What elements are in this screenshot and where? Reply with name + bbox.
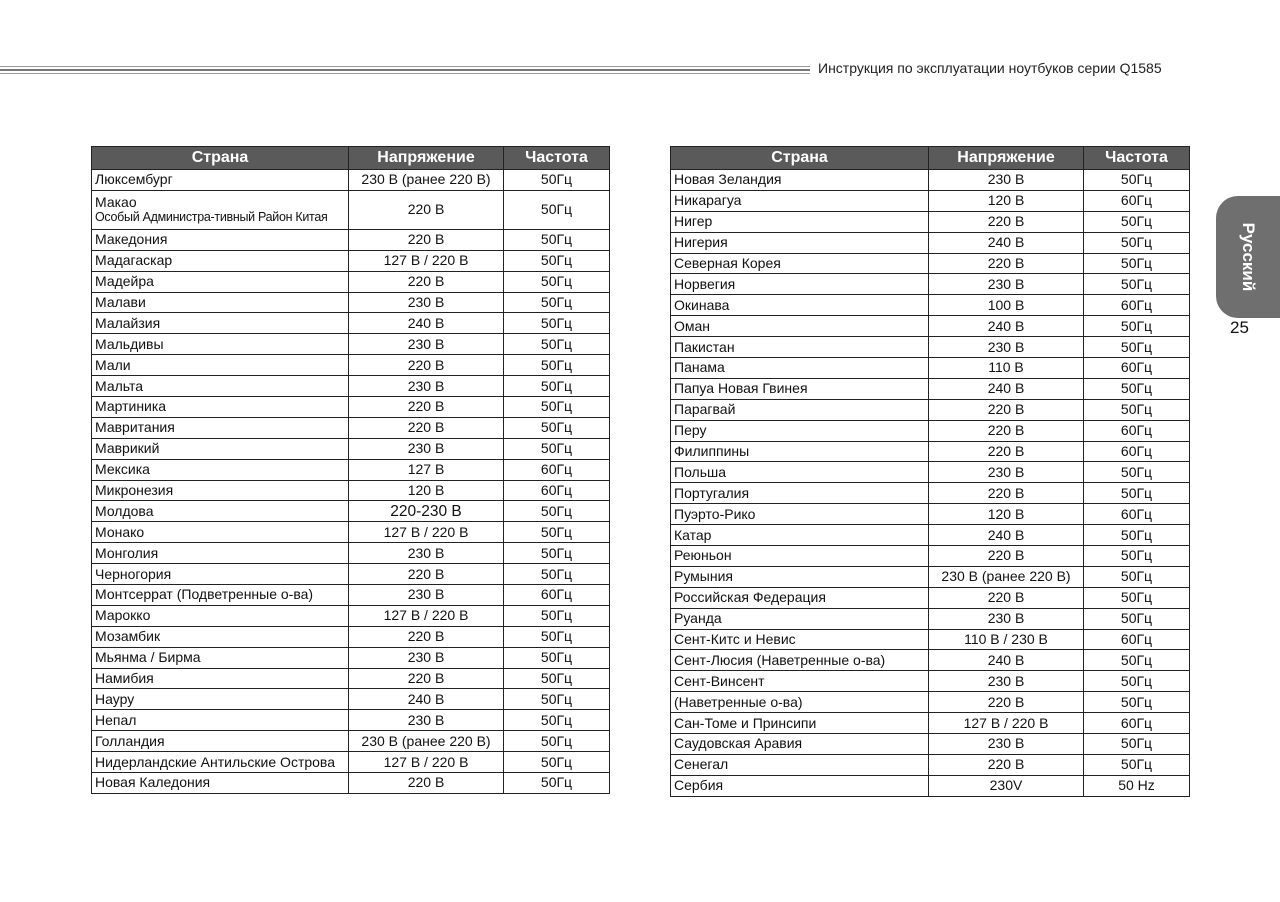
table-row bbox=[92, 689, 610, 710]
table-row bbox=[671, 462, 1190, 483]
voltage-cell: 230 В bbox=[349, 292, 504, 313]
voltage-cell: 220 В bbox=[929, 441, 1084, 462]
frequency-cell: 50Гц bbox=[1084, 587, 1190, 608]
frequency-cell: 60Гц bbox=[504, 459, 610, 480]
frequency-cell: 50Гц bbox=[504, 229, 610, 250]
table-row bbox=[671, 713, 1190, 734]
frequency-cell: 50Гц bbox=[1084, 754, 1190, 775]
country-cell: Монголия bbox=[92, 543, 349, 564]
voltage-cell: 230 В bbox=[929, 170, 1084, 191]
voltage-cell: 220 В bbox=[929, 420, 1084, 441]
voltage-cell: 127 В / 220 В bbox=[349, 752, 504, 773]
table-row bbox=[92, 647, 610, 668]
country-subtitle: Особый Администра-тивный Район Китая bbox=[95, 209, 328, 224]
frequency-cell: 50Гц bbox=[504, 271, 610, 292]
frequency-cell: 60Гц bbox=[504, 480, 610, 501]
country-cell: Пакистан bbox=[671, 337, 929, 358]
voltage-table-right bbox=[670, 146, 1190, 797]
country-cell: Черногория bbox=[92, 564, 349, 585]
page-number: 25 bbox=[1230, 318, 1249, 337]
country-cell: Польша bbox=[671, 462, 929, 483]
table-row bbox=[92, 376, 610, 397]
frequency-cell: 60Гц bbox=[1084, 713, 1190, 734]
frequency-cell: 50Гц bbox=[504, 626, 610, 647]
frequency-cell: 50Гц bbox=[1084, 211, 1190, 232]
table-row bbox=[671, 504, 1190, 525]
voltage-cell: 220 В bbox=[929, 587, 1084, 608]
language-label: Русский bbox=[1239, 222, 1258, 292]
voltage-cell: 240 В bbox=[929, 525, 1084, 546]
frequency-cell: 50Гц bbox=[504, 647, 610, 668]
table-row bbox=[671, 232, 1190, 253]
voltage-cell: 220 В bbox=[349, 564, 504, 585]
table-row bbox=[671, 378, 1190, 399]
table-row bbox=[671, 587, 1190, 608]
country-cell: Нигерия bbox=[671, 232, 929, 253]
country-cell: Науру bbox=[92, 689, 349, 710]
voltage-cell: 240 В bbox=[929, 650, 1084, 671]
voltage-cell: 240 В bbox=[349, 689, 504, 710]
table-row bbox=[92, 334, 610, 355]
country-cell: Мартиника bbox=[92, 397, 349, 418]
voltage-cell: 230V bbox=[929, 775, 1084, 796]
frequency-cell: 50Гц bbox=[504, 190, 610, 229]
country-cell: Мальта bbox=[92, 376, 349, 397]
table-row bbox=[671, 671, 1190, 692]
country-cell: Филиппины bbox=[671, 441, 929, 462]
voltage-cell: 127 В / 220 В bbox=[349, 605, 504, 626]
frequency-cell: 50Гц bbox=[1084, 566, 1190, 587]
frequency-cell: 50Гц bbox=[1084, 378, 1190, 399]
table-row bbox=[671, 483, 1190, 504]
country-cell: Мадагаскар bbox=[92, 250, 349, 271]
country-cell: Молдова bbox=[92, 501, 349, 522]
table-row bbox=[671, 399, 1190, 420]
table-row bbox=[671, 358, 1190, 379]
country-cell: Мавритания bbox=[92, 417, 349, 438]
frequency-cell: 60Гц bbox=[1084, 504, 1190, 525]
country-cell: Португалия bbox=[671, 483, 929, 504]
frequency-cell: 50Гц bbox=[1084, 274, 1190, 295]
voltage-cell: 220-230 В bbox=[349, 501, 504, 522]
frequency-cell: 60Гц bbox=[1084, 190, 1190, 211]
table-row bbox=[92, 668, 610, 689]
voltage-cell: 230 В bbox=[929, 608, 1084, 629]
voltage-cell: 110 В / 230 В bbox=[929, 629, 1084, 650]
table-row bbox=[92, 397, 610, 418]
voltage-cell: 120 В bbox=[349, 480, 504, 501]
table-row bbox=[92, 313, 610, 334]
frequency-cell: 50Гц bbox=[1084, 692, 1190, 713]
frequency-cell: 50Гц bbox=[1084, 253, 1190, 274]
frequency-cell: 50Гц bbox=[504, 752, 610, 773]
country-cell: Малайзия bbox=[92, 313, 349, 334]
country-cell: Парагвай bbox=[671, 399, 929, 420]
voltage-cell: 230 В bbox=[349, 710, 504, 731]
country-cell: Пуэрто-Рико bbox=[671, 504, 929, 525]
country-cell: Нидерландские Антильские Острова bbox=[92, 752, 349, 773]
frequency-cell: 60Гц bbox=[1084, 441, 1190, 462]
voltage-cell: 240 В bbox=[929, 316, 1084, 337]
table-row bbox=[92, 626, 610, 647]
table-row bbox=[92, 773, 610, 794]
country-cell: Марокко bbox=[92, 605, 349, 626]
table-row bbox=[92, 459, 610, 480]
voltage-cell: 220 В bbox=[349, 355, 504, 376]
voltage-cell: 120 В bbox=[929, 504, 1084, 525]
table-row bbox=[671, 420, 1190, 441]
country-cell: Сенегал bbox=[671, 754, 929, 775]
voltage-cell: 220 В bbox=[349, 626, 504, 647]
country-cell: Мьянма / Бирма bbox=[92, 647, 349, 668]
table-row bbox=[671, 253, 1190, 274]
voltage-cell: 230 В bbox=[929, 274, 1084, 295]
frequency-cell: 50Гц bbox=[504, 543, 610, 564]
table-row bbox=[92, 605, 610, 626]
table-row bbox=[92, 585, 610, 606]
column-header-country: Страна bbox=[92, 147, 349, 170]
header-rule bbox=[0, 66, 810, 74]
country-cell: Намибия bbox=[92, 668, 349, 689]
frequency-cell: 50Гц bbox=[1084, 170, 1190, 191]
voltage-cell: 240 В bbox=[929, 378, 1084, 399]
frequency-cell: 50Гц bbox=[1084, 316, 1190, 337]
voltage-cell: 230 В bbox=[349, 376, 504, 397]
frequency-cell: 50Гц bbox=[1084, 546, 1190, 567]
frequency-cell: 50Гц bbox=[1084, 337, 1190, 358]
voltage-cell: 230 В bbox=[349, 585, 504, 606]
frequency-cell: 50Гц bbox=[1084, 399, 1190, 420]
frequency-cell: 50Гц bbox=[504, 313, 610, 334]
column-header-frequency: Частота bbox=[504, 147, 610, 170]
table-row bbox=[671, 650, 1190, 671]
country-cell: Малави bbox=[92, 292, 349, 313]
country-cell: Микронезия bbox=[92, 480, 349, 501]
voltage-cell: 230 В bbox=[349, 438, 504, 459]
table-row bbox=[92, 543, 610, 564]
frequency-cell: 50Гц bbox=[1084, 734, 1190, 755]
voltage-cell: 220 В bbox=[349, 271, 504, 292]
frequency-cell: 50Гц bbox=[1084, 525, 1190, 546]
voltage-cell: 230 В bbox=[349, 334, 504, 355]
frequency-cell: 50Гц bbox=[1084, 671, 1190, 692]
voltage-cell: 220 В bbox=[929, 692, 1084, 713]
table-row bbox=[671, 441, 1190, 462]
frequency-cell: 60Гц bbox=[1084, 358, 1190, 379]
table-header-row bbox=[92, 147, 610, 170]
country-cell: Мексика bbox=[92, 459, 349, 480]
frequency-cell: 50Гц bbox=[504, 773, 610, 794]
country-cell: Реюньон bbox=[671, 546, 929, 567]
frequency-cell: 50Гц bbox=[504, 376, 610, 397]
country-cell: Новая Каледония bbox=[92, 773, 349, 794]
voltage-cell: 220 В bbox=[349, 417, 504, 438]
frequency-cell: 50Гц bbox=[504, 170, 610, 191]
country-cell: Папуа Новая Гвинея bbox=[671, 378, 929, 399]
country-cell: Сент-Китс и Невис bbox=[671, 629, 929, 650]
country-cell: Люксембург bbox=[92, 170, 349, 191]
table-row bbox=[671, 629, 1190, 650]
frequency-cell: 50Гц bbox=[504, 731, 610, 752]
country-cell: Российская Федерация bbox=[671, 587, 929, 608]
table-row bbox=[671, 566, 1190, 587]
column-header-voltage: Напряжение bbox=[349, 147, 504, 170]
country-cell: Саудовская Аравия bbox=[671, 734, 929, 755]
voltage-cell: 220 В bbox=[929, 399, 1084, 420]
table-row bbox=[92, 190, 610, 229]
voltage-cell: 230 В bbox=[929, 671, 1084, 692]
voltage-cell: 127 В / 220 В bbox=[349, 522, 504, 543]
table-row bbox=[92, 710, 610, 731]
country-cell: Маврикий bbox=[92, 438, 349, 459]
frequency-cell: 60Гц bbox=[1084, 629, 1190, 650]
country-cell: Сент-Люсия (Наветренные о-ва) bbox=[671, 650, 929, 671]
table-row bbox=[671, 274, 1190, 295]
frequency-cell: 50Гц bbox=[504, 355, 610, 376]
voltage-cell: 230 В bbox=[929, 337, 1084, 358]
frequency-cell: 50Гц bbox=[504, 250, 610, 271]
frequency-cell: 50Гц bbox=[504, 668, 610, 689]
voltage-cell: 127 В / 220 В bbox=[349, 250, 504, 271]
page-header-title: Инструкция по эксплуатации ноутбуков серии Q1585 bbox=[818, 60, 1162, 76]
voltage-cell: 230 В bbox=[349, 543, 504, 564]
country-cell: Панама bbox=[671, 358, 929, 379]
voltage-cell: 240 В bbox=[929, 232, 1084, 253]
country-name: Макао bbox=[95, 193, 137, 210]
country-cell: Монако bbox=[92, 522, 349, 543]
country-cell: Норвегия bbox=[671, 274, 929, 295]
voltage-cell: 220 В bbox=[929, 211, 1084, 232]
table-row bbox=[671, 170, 1190, 191]
country-cell: Македония bbox=[92, 229, 349, 250]
country-cell: (Наветренные о-ва) bbox=[671, 692, 929, 713]
voltage-cell: 220 В bbox=[349, 668, 504, 689]
country-cell bbox=[92, 190, 349, 229]
country-cell: Мали bbox=[92, 355, 349, 376]
table-row bbox=[92, 480, 610, 501]
frequency-cell: 50Гц bbox=[1084, 650, 1190, 671]
column-header-frequency: Частота bbox=[1084, 147, 1190, 170]
table-row bbox=[671, 525, 1190, 546]
table-row bbox=[92, 522, 610, 543]
frequency-cell: 50Гц bbox=[504, 501, 610, 522]
country-cell: Мозамбик bbox=[92, 626, 349, 647]
country-cell: Окинава bbox=[671, 295, 929, 316]
country-cell: Новая Зеландия bbox=[671, 170, 929, 191]
table-row bbox=[92, 229, 610, 250]
voltage-cell: 220 В bbox=[349, 773, 504, 794]
country-cell: Сан-Томе и Принсипи bbox=[671, 713, 929, 734]
country-cell: Руанда bbox=[671, 608, 929, 629]
table-row bbox=[671, 754, 1190, 775]
frequency-cell: 50Гц bbox=[1084, 462, 1190, 483]
frequency-cell: 50Гц bbox=[504, 710, 610, 731]
voltage-cell: 220 В bbox=[929, 754, 1084, 775]
table-row bbox=[92, 292, 610, 313]
table-row bbox=[92, 564, 610, 585]
frequency-cell: 60Гц bbox=[1084, 295, 1190, 316]
voltage-cell: 220 В bbox=[929, 253, 1084, 274]
frequency-cell: 50Гц bbox=[504, 438, 610, 459]
frequency-cell: 50Гц bbox=[504, 292, 610, 313]
table-row bbox=[671, 546, 1190, 567]
table-row bbox=[671, 775, 1190, 796]
frequency-cell: 50Гц bbox=[504, 605, 610, 626]
country-cell: Перу bbox=[671, 420, 929, 441]
country-cell: Оман bbox=[671, 316, 929, 337]
frequency-cell: 50Гц bbox=[504, 564, 610, 585]
country-cell: Сент-Винсент bbox=[671, 671, 929, 692]
voltage-cell: 230 В (ранее 220 В) bbox=[349, 170, 504, 191]
voltage-cell: 230 В bbox=[349, 647, 504, 668]
country-cell: Никарагуа bbox=[671, 190, 929, 211]
table-row bbox=[671, 190, 1190, 211]
frequency-cell: 50Гц bbox=[504, 397, 610, 418]
frequency-cell: 60Гц bbox=[1084, 420, 1190, 441]
frequency-cell: 50Гц bbox=[504, 417, 610, 438]
table-row bbox=[671, 734, 1190, 755]
frequency-cell: 50Гц bbox=[1084, 483, 1190, 504]
table-row bbox=[671, 692, 1190, 713]
table-row bbox=[92, 271, 610, 292]
country-cell: Непал bbox=[92, 710, 349, 731]
country-cell: Румыния bbox=[671, 566, 929, 587]
voltage-cell: 220 В bbox=[929, 546, 1084, 567]
voltage-cell: 127 В bbox=[349, 459, 504, 480]
table-row bbox=[92, 731, 610, 752]
voltage-cell: 230 В (ранее 220 В) bbox=[349, 731, 504, 752]
table-row bbox=[671, 211, 1190, 232]
frequency-cell: 50Гц bbox=[504, 522, 610, 543]
table-row bbox=[92, 355, 610, 376]
country-cell: Нигер bbox=[671, 211, 929, 232]
country-cell: Голландия bbox=[92, 731, 349, 752]
country-cell: Катар bbox=[671, 525, 929, 546]
voltage-cell: 110 В bbox=[929, 358, 1084, 379]
frequency-cell: 50Гц bbox=[504, 334, 610, 355]
voltage-cell: 230 В bbox=[929, 462, 1084, 483]
table-row bbox=[92, 501, 610, 522]
country-cell: Северная Корея bbox=[671, 253, 929, 274]
table-row bbox=[671, 316, 1190, 337]
frequency-cell: 50Гц bbox=[504, 689, 610, 710]
voltage-cell: 100 В bbox=[929, 295, 1084, 316]
voltage-cell: 127 В / 220 В bbox=[929, 713, 1084, 734]
column-header-voltage: Напряжение bbox=[929, 147, 1084, 170]
voltage-cell: 240 В bbox=[349, 313, 504, 334]
voltage-cell: 220 В bbox=[929, 483, 1084, 504]
frequency-cell: 50 Hz bbox=[1084, 775, 1190, 796]
frequency-cell: 50Гц bbox=[1084, 608, 1190, 629]
voltage-cell: 220 В bbox=[349, 397, 504, 418]
voltage-cell: 230 В bbox=[929, 734, 1084, 755]
voltage-cell: 220 В bbox=[349, 229, 504, 250]
column-header-country: Страна bbox=[671, 147, 929, 170]
frequency-cell: 60Гц bbox=[504, 585, 610, 606]
table-row bbox=[92, 170, 610, 191]
table-row bbox=[92, 438, 610, 459]
frequency-cell: 50Гц bbox=[1084, 232, 1190, 253]
voltage-cell: 120 В bbox=[929, 190, 1084, 211]
table-row bbox=[92, 417, 610, 438]
table-row bbox=[671, 337, 1190, 358]
table-row bbox=[92, 250, 610, 271]
voltage-table-left bbox=[91, 146, 610, 794]
voltage-cell: 220 В bbox=[349, 190, 504, 229]
table-row bbox=[671, 608, 1190, 629]
table-row bbox=[92, 752, 610, 773]
voltage-cell: 230 В (ранее 220 В) bbox=[929, 566, 1084, 587]
country-cell: Мальдивы bbox=[92, 334, 349, 355]
table-header-row bbox=[671, 147, 1190, 170]
table-row bbox=[671, 295, 1190, 316]
country-cell: Сербия bbox=[671, 775, 929, 796]
country-cell: Мадейра bbox=[92, 271, 349, 292]
country-cell: Монтсеррат (Подветренные о-ва) bbox=[92, 585, 349, 606]
